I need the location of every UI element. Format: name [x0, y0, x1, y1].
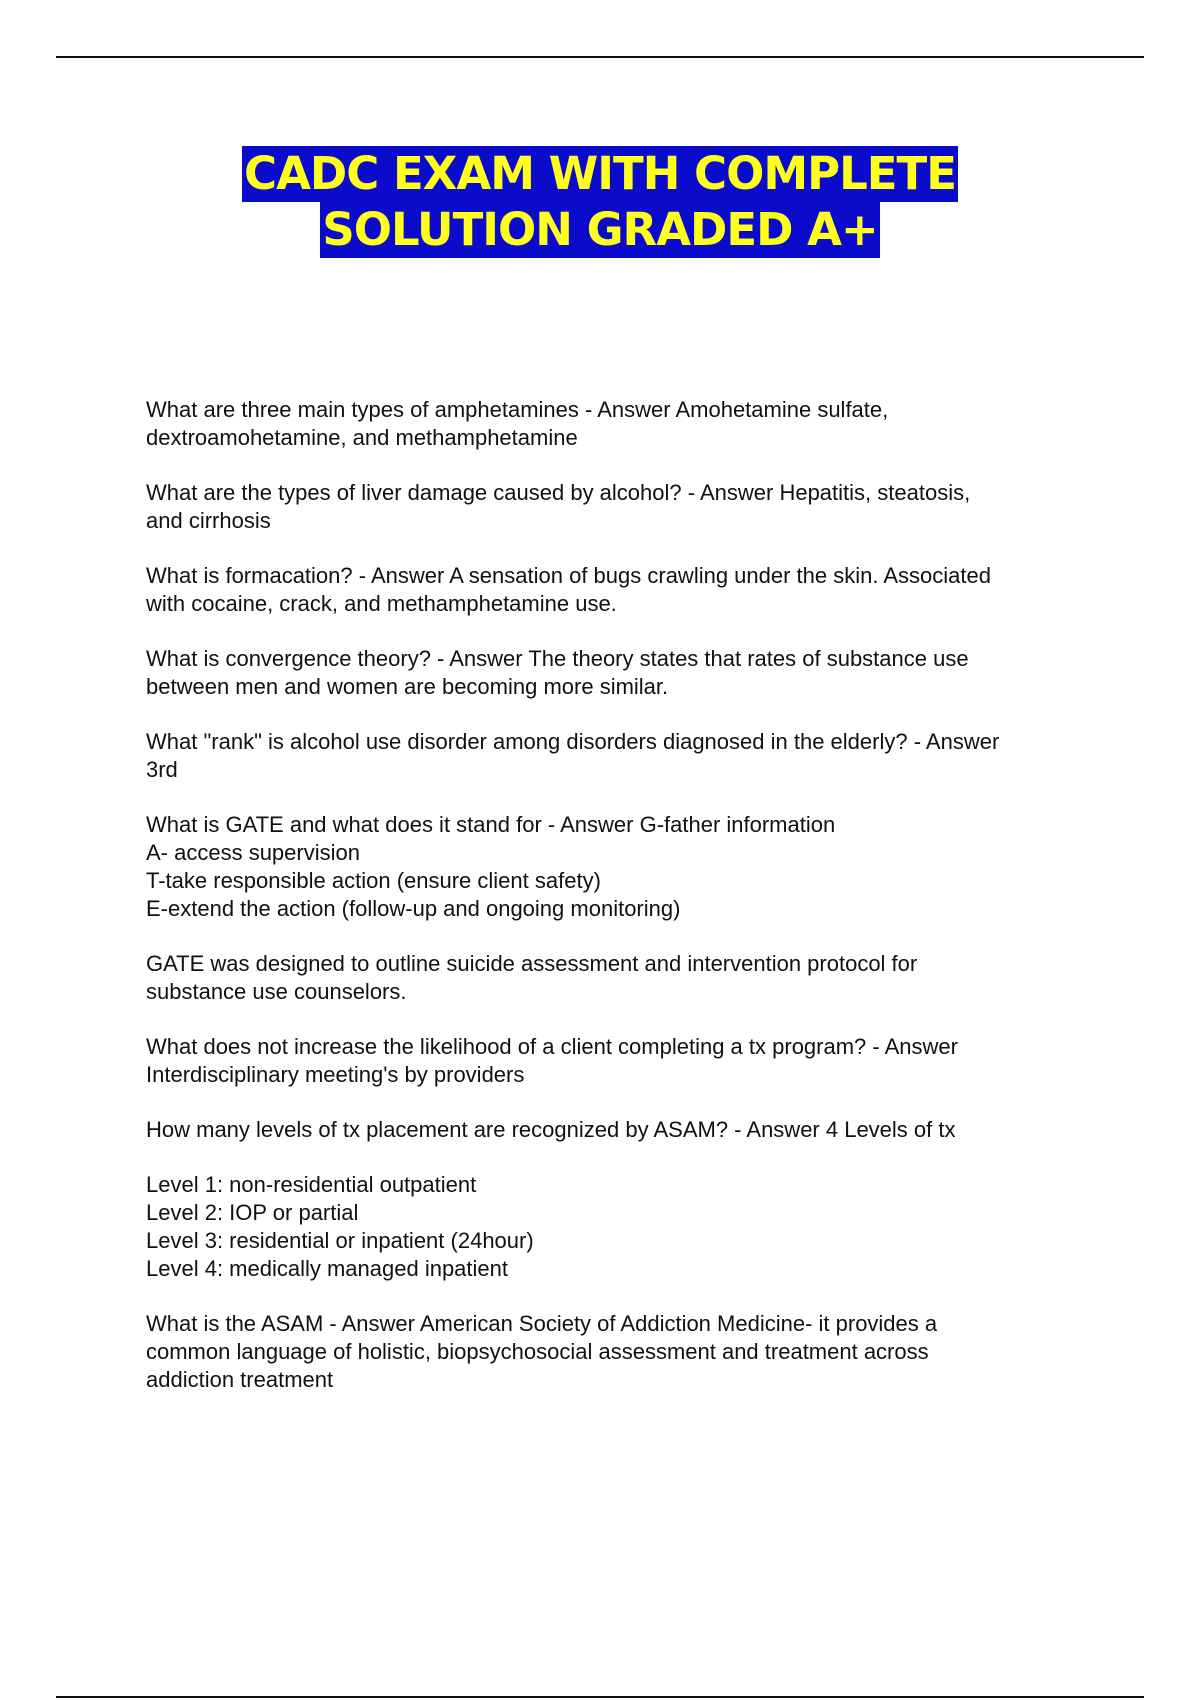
qa-paragraph [146, 950, 1096, 1006]
text-line: What is formacation? - Answer A sensation of bugs crawling under the skin. Associated [146, 563, 992, 588]
text-line: GATE was designed to outline suicide assessment and intervention protocol for [146, 951, 918, 976]
text-line: Interdisciplinary meeting's by providers [146, 1062, 525, 1087]
qa-paragraph [146, 479, 1096, 535]
qa-paragraph [146, 562, 1096, 618]
qa-paragraph [146, 1116, 1096, 1144]
text-line: dextroamohetamine, and methamphetamine [146, 425, 578, 450]
qa-paragraph [146, 645, 1096, 701]
text-line: What are the types of liver damage caused by alcohol? - Answer Hepatitis, steatosis, [146, 480, 971, 505]
text-line: Level 3: residential or inpatient (24hour) [146, 1228, 534, 1253]
qa-paragraph [146, 811, 1096, 923]
text-line: What is GATE and what does it stand for - Answer G-father information [146, 812, 836, 837]
qa-paragraph [146, 728, 1096, 784]
qa-paragraph [146, 1171, 1096, 1283]
text-line: Level 1: non-residential outpatient [146, 1172, 477, 1197]
text-line: What are three main types of amphetamines - Answer Amohetamine sulfate, [146, 397, 889, 422]
text-line: 3rd [146, 757, 178, 782]
footer-rule [56, 1696, 1144, 1698]
text-line: between men and women are becoming more similar. [146, 674, 669, 699]
text-line: E-extend the action (follow-up and ongoing monitoring) [146, 896, 681, 921]
text-line: What "rank" is alcohol use disorder among disorders diagnosed in the elderly? - Answer [146, 729, 1000, 754]
text-line: What is the ASAM - Answer American Society of Addiction Medicine- it provides a [146, 1311, 938, 1336]
qa-paragraph [146, 396, 1096, 452]
text-line: What is convergence theory? - Answer The theory states that rates of substance use [146, 646, 969, 671]
text-line: with cocaine, crack, and methamphetamine use. [146, 591, 617, 616]
text-line: and cirrhosis [146, 508, 271, 533]
text-line: How many levels of tx placement are recognized by ASAM? - Answer 4 Levels of tx [146, 1117, 956, 1142]
text-line: common language of holistic, biopsychosocial assessment and treatment across [146, 1339, 929, 1364]
text-line: A- access supervision [146, 840, 360, 865]
qa-content [146, 396, 1096, 1421]
text-line: What does not increase the likelihood of a client completing a tx program? - Answer [146, 1034, 958, 1059]
qa-paragraph [146, 1033, 1096, 1089]
text-line: addiction treatment [146, 1367, 334, 1392]
text-line: Level 4: medically managed inpatient [146, 1256, 509, 1281]
text-line: T-take responsible action (ensure client safety) [146, 868, 601, 893]
qa-paragraph [146, 1310, 1096, 1394]
title-line-1: CADC EXAM WITH COMPLETE [244, 147, 956, 200]
header-rule [56, 56, 1144, 58]
document-title [0, 146, 1200, 258]
title-line-2: SOLUTION GRADED A+ [322, 203, 878, 256]
text-line: Level 2: IOP or partial [146, 1200, 359, 1225]
text-line: substance use counselors. [146, 979, 407, 1004]
